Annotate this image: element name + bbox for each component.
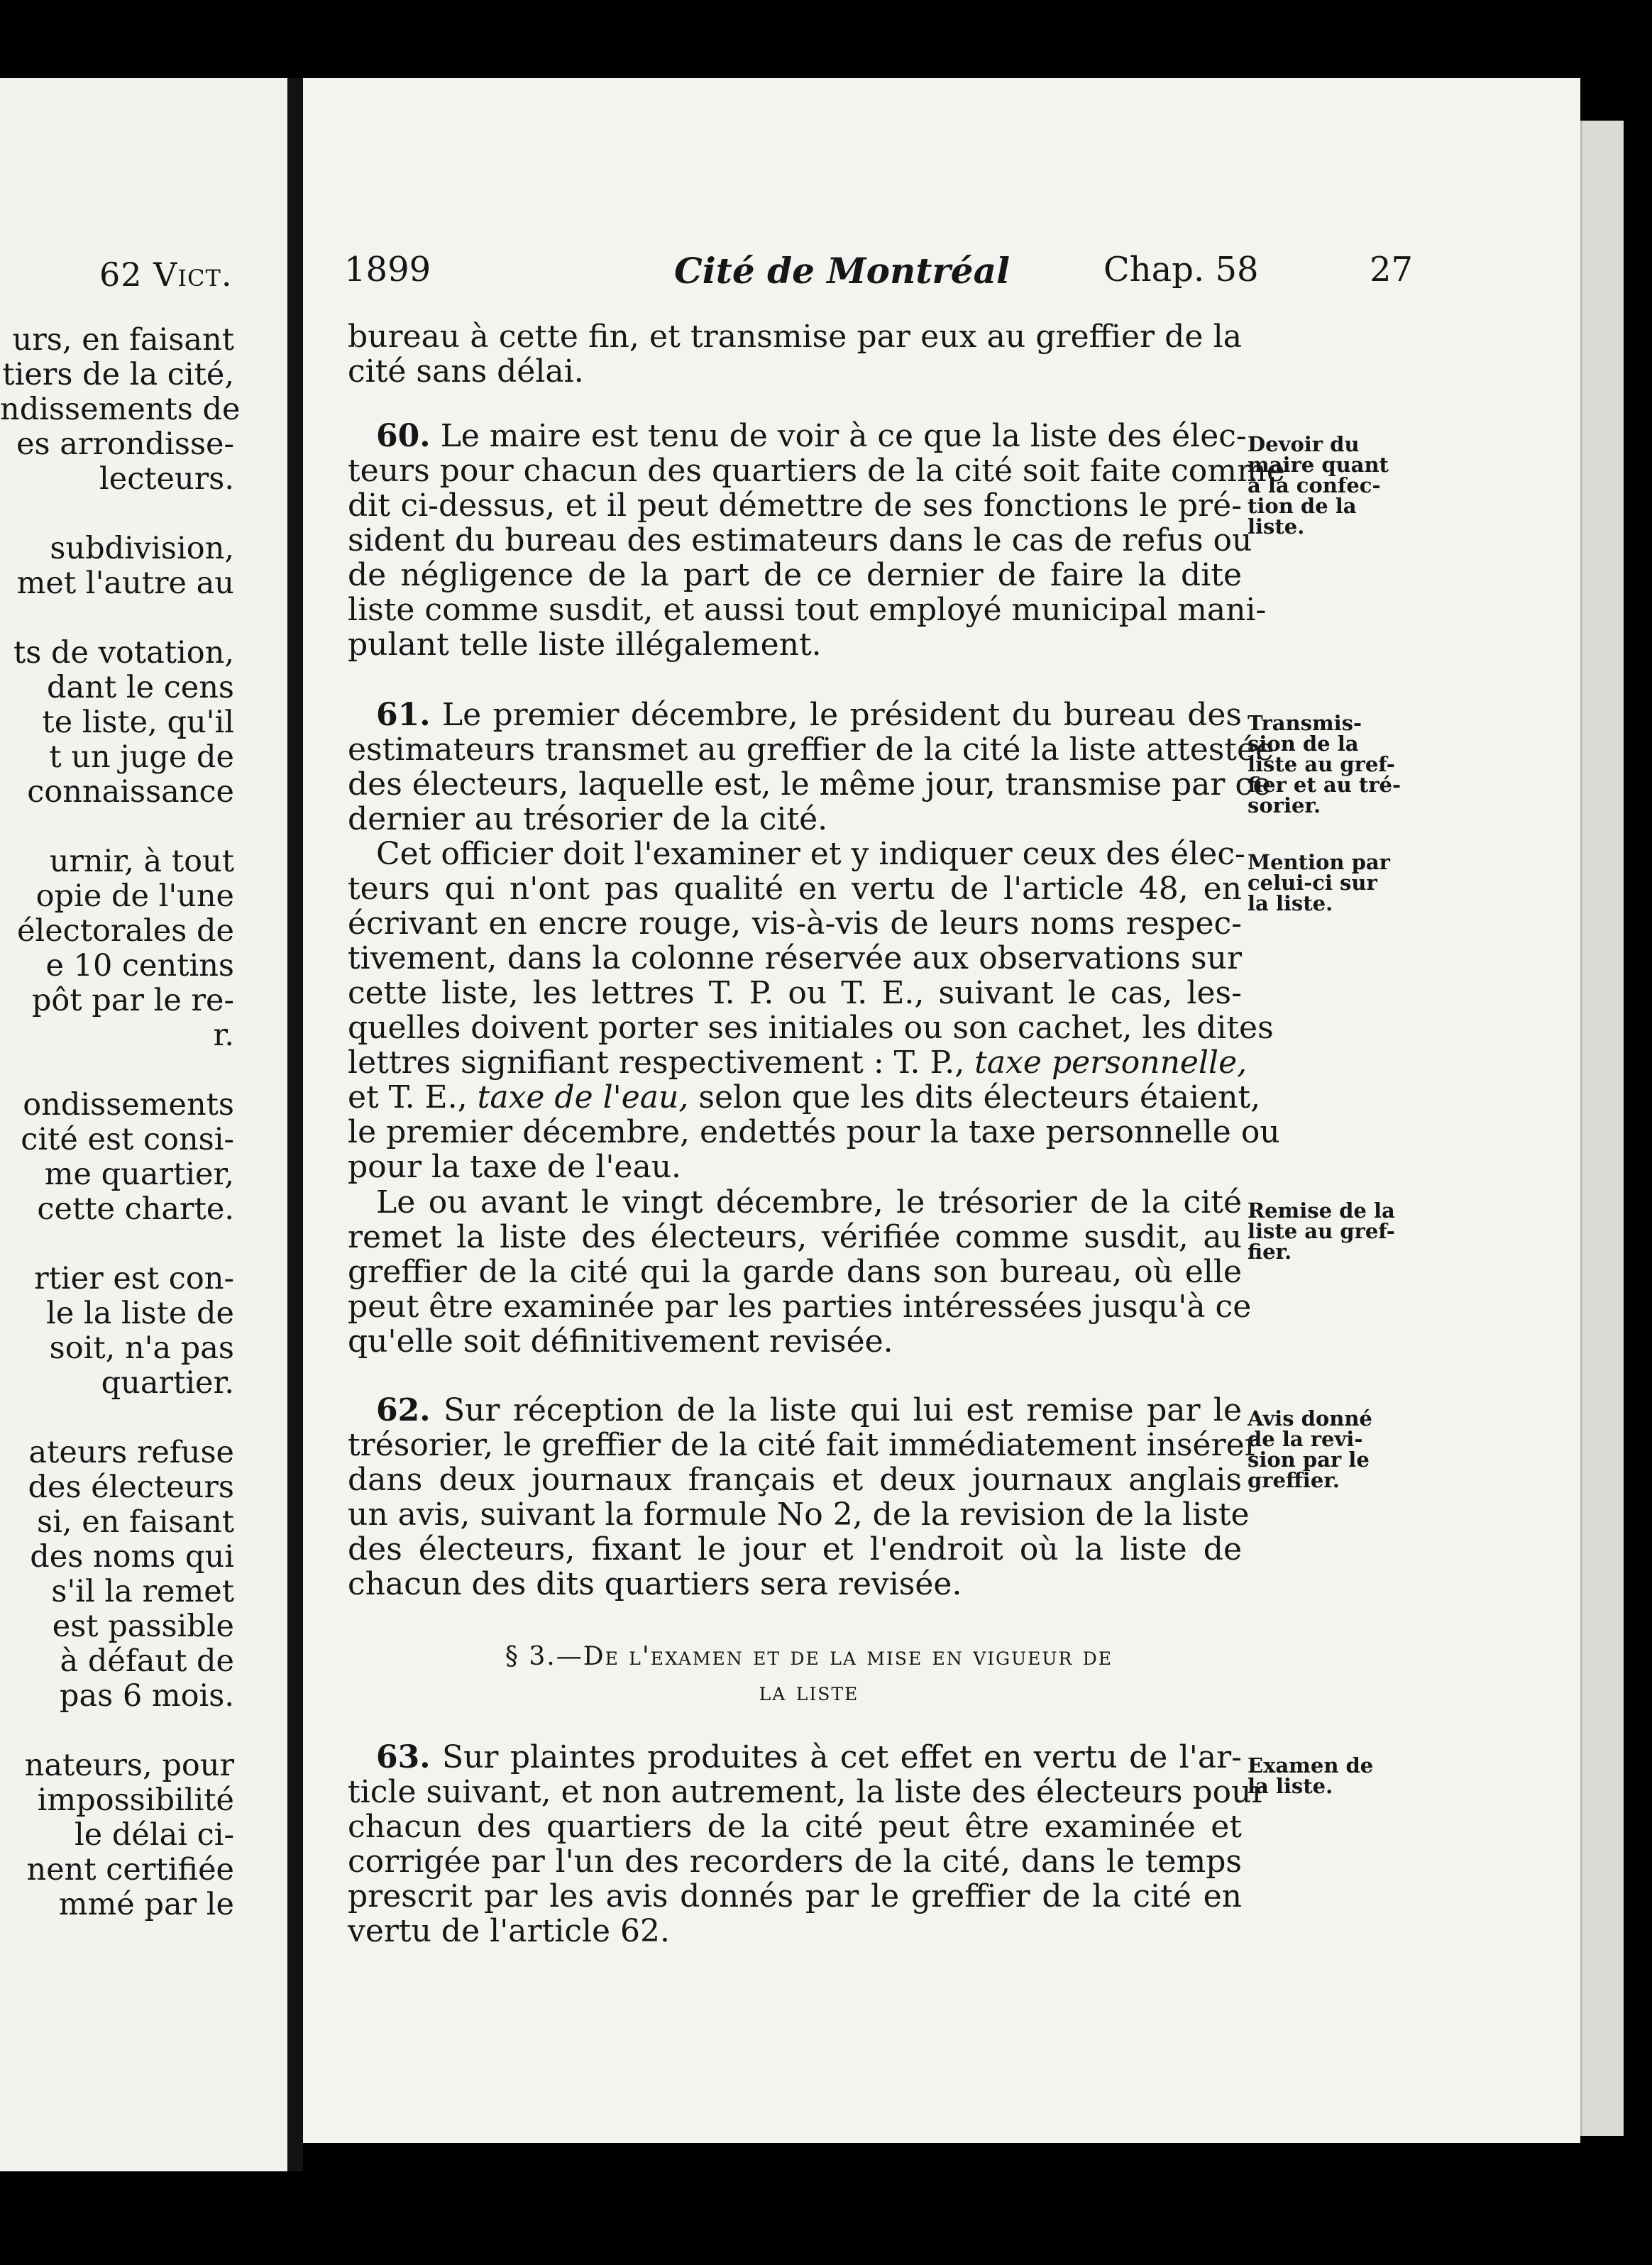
left-fragment-line: lecteurs. <box>99 461 234 497</box>
header-year: 1899 <box>344 250 431 290</box>
left-fragment-line: nent certifiée <box>26 1852 234 1888</box>
text-span: et T. E., <box>348 1079 468 1115</box>
left-page-header: 62 Vict. <box>99 255 233 294</box>
paragraph-mention <box>348 836 1280 1185</box>
text-line: teurs qui n'ont pas qualité en vertu de l'article 48, en <box>348 871 1242 907</box>
text-span: selon que les dits électeurs étaient, <box>698 1079 1261 1115</box>
left-fragment-line: s'il la remet <box>51 1574 234 1609</box>
margin-note-61 <box>1248 713 1401 816</box>
left-fragment-line: connaissance <box>27 774 234 810</box>
left-fragment-line: es arrondisse- <box>16 426 234 462</box>
margin-line: fier. <box>1248 1240 1292 1264</box>
left-fragment-line: tiers de la cité, <box>2 357 234 392</box>
header-chapter: Chap. 58 <box>1103 250 1259 290</box>
left-fragment-line: soit, n'a pas <box>49 1330 234 1366</box>
paragraph-remise <box>348 1184 1252 1360</box>
italic-term: taxe de l'eau, <box>477 1079 689 1115</box>
left-fragment-line: des noms qui <box>30 1539 234 1575</box>
left-fragment-line: est passible <box>52 1609 234 1644</box>
text-line: cité sans délai. <box>348 353 584 390</box>
margin-line: Devoir du <box>1248 432 1360 456</box>
text-line: remet la liste des électeurs, vérifiée comme susdit, au <box>348 1219 1242 1255</box>
text-span: T. P., <box>893 1045 965 1081</box>
margin-line: maire quant <box>1248 453 1389 477</box>
margin-note-63 <box>1248 1753 1374 1798</box>
margin-line: de la revi- <box>1248 1427 1363 1451</box>
margin-line: liste au gref- <box>1248 752 1395 776</box>
article-61 <box>348 697 1274 837</box>
text-span: lettres signifiant respectivement : <box>348 1045 884 1081</box>
text-line: dit ci-dessus, et il peut démettre de ses fonctions le pré- <box>348 487 1242 524</box>
text-line: chacun des dits quartiers sera revisée. <box>348 1566 962 1602</box>
text-line: prescrit par les avis donnés par le greffier de la cité en <box>348 1878 1242 1914</box>
book-gutter <box>287 78 303 2171</box>
left-fragment-line: te liste, qu'il <box>42 705 234 740</box>
text-line: le premier décembre, endettés pour la taxe personnelle ou <box>348 1114 1280 1150</box>
margin-note-mention <box>1248 852 1390 914</box>
left-fragment-line: urnir, à tout <box>49 844 234 879</box>
text-line: estimateurs transmet au greffier de la cité la liste attestée <box>348 732 1274 768</box>
left-fragment-line: ndissements de <box>0 392 241 427</box>
text-line: teurs pour chacun des quartiers de la cité soit faite comme <box>348 453 1285 489</box>
text-line: écrivant en encre rouge, vis-à-vis de leurs noms respec- <box>348 905 1242 942</box>
margin-line: celui-ci sur <box>1248 871 1377 895</box>
margin-line: sion par le <box>1248 1448 1370 1472</box>
margin-line: tion de la <box>1248 494 1357 518</box>
text-span: Cet officier doit l'examiner et y indiquer ceux des élec- <box>376 836 1245 872</box>
margin-line: liste. <box>1248 514 1305 539</box>
margin-line: sion de la <box>1248 732 1359 756</box>
text-span: Sur plaintes produites à cet effet en vertu de l'ar- <box>441 1739 1242 1775</box>
left-fragment-line: des électeurs <box>28 1470 234 1505</box>
left-fragment-line: à défaut de <box>60 1643 234 1679</box>
text-line: de négligence de la part de ce dernier de faire la dite <box>348 557 1242 593</box>
margin-line: à la confec- <box>1248 473 1381 497</box>
text-line: pour la taxe de l'eau. <box>348 1149 682 1185</box>
margin-note-60 <box>1248 434 1389 537</box>
text-line: des électeurs, laquelle est, le même jour, transmise par ce <box>348 766 1272 803</box>
text-line <box>348 1185 1242 1220</box>
text-line: des électeurs, fixant le jour et l'endroit où la liste de <box>348 1531 1242 1567</box>
left-fragment-line: r. <box>213 1018 234 1053</box>
left-fragment-line: ondissements <box>23 1087 234 1123</box>
text-line: corrigée par l'un des recorders de la cité, dans le temps <box>348 1844 1242 1880</box>
article-62 <box>348 1392 1260 1602</box>
text-line <box>348 1393 1242 1428</box>
text-line: quelles doivent porter ses initiales ou son cachet, les dites <box>348 1010 1274 1046</box>
opening-paragraph <box>348 319 1242 389</box>
text-span: Le ou avant le vingt décembre, le trésorier de la cité <box>376 1184 1242 1220</box>
left-fragment-line: rtier est con- <box>34 1261 234 1296</box>
text-line <box>348 418 1247 454</box>
section-heading <box>390 1639 1228 1710</box>
margin-line: greffier. <box>1248 1468 1340 1492</box>
left-fragment-line: le délai ci- <box>74 1817 234 1853</box>
left-fragment-line: quartier. <box>101 1365 234 1401</box>
left-fragment-line: met l'autre au <box>16 566 234 601</box>
left-fragment-line: dant le cens <box>47 670 234 705</box>
left-fragment-line: électorales de <box>17 913 234 949</box>
text-line: tivement, dans la colonne réservée aux observations sur <box>348 940 1242 976</box>
margin-line: Avis donné <box>1248 1406 1372 1431</box>
page-edge <box>1580 121 1624 2136</box>
left-fragment-line: si, en faisant <box>37 1504 234 1540</box>
left-fragment-line: t un juge de <box>49 739 234 775</box>
left-fragment-line: cité est consi- <box>21 1122 234 1157</box>
margin-line: Remise de la <box>1248 1198 1395 1223</box>
margin-line: Transmis- <box>1248 711 1362 735</box>
text-line: chacun des quartiers de la cité peut être examinée et <box>348 1809 1242 1845</box>
text-line: dernier au trésorier de la cité. <box>348 801 828 837</box>
left-fragment-line: mmé par le <box>58 1887 234 1922</box>
left-fragment-line: opie de l'une <box>35 878 234 914</box>
left-fragment-line: e 10 centins <box>45 948 234 983</box>
article-number: 62. <box>376 1392 431 1428</box>
text-line: peut être examinée par les parties intéressées jusqu'à ce <box>348 1289 1252 1325</box>
margin-line: Mention par <box>1248 850 1390 874</box>
article-60 <box>348 418 1285 663</box>
text-line: un avis, suivant la formule No 2, de la revision de la liste <box>348 1497 1250 1533</box>
header-title: Cité de Montréal <box>674 250 1010 292</box>
article-63 <box>348 1739 1267 1949</box>
margin-line: la liste. <box>1248 1774 1333 1798</box>
left-fragment-line: ts de votation, <box>13 635 234 671</box>
text-span: Sur réception de la liste qui lui est remise par le <box>443 1392 1242 1428</box>
left-fragment-line: impossibilité <box>37 1782 234 1818</box>
text-line <box>348 1079 1261 1115</box>
text-line <box>348 836 1245 872</box>
margin-note-62 <box>1248 1406 1372 1492</box>
article-number: 63. <box>376 1739 431 1775</box>
text-line <box>348 698 1242 732</box>
text-line: trésorier, le greffier de la cité fait immédiatement insérer <box>348 1427 1260 1463</box>
left-fragment-line: le la liste de <box>46 1296 234 1331</box>
left-fragment-line: pôt par le re- <box>31 983 234 1018</box>
left-fragment-line: me quartier, <box>44 1157 234 1192</box>
left-fragment-line: ateurs refuse <box>28 1435 234 1470</box>
text-line: cette liste, les lettres T. P. ou T. E., suivant le cas, les- <box>348 975 1242 1011</box>
left-fragment-line: cette charte. <box>37 1191 234 1227</box>
margin-line: Examen de <box>1248 1753 1374 1778</box>
text-line: liste comme susdit, et aussi tout employé municipal mani- <box>348 592 1267 628</box>
text-line: ticle suivant, et non autrement, la liste des électeurs pour <box>348 1774 1267 1810</box>
left-fragment-line: nateurs, pour <box>24 1748 234 1783</box>
text-line: pulant telle liste illégalement. <box>348 627 822 663</box>
text-span: Le maire est tenu de voir à ce que la liste des élec- <box>440 418 1247 454</box>
italic-term: taxe personnelle, <box>974 1045 1248 1081</box>
article-number: 60. <box>376 418 431 454</box>
left-fragment-line: subdivision, <box>50 531 234 566</box>
heading-line: § 3.—De l'examen et de la mise en vigueur de <box>505 1642 1113 1671</box>
text-line: sident du bureau des estimateurs dans le cas de refus ou <box>348 522 1252 558</box>
margin-note-remise <box>1248 1198 1395 1264</box>
text-line: vertu de l'article 62. <box>348 1913 671 1949</box>
text-line: greffier de la cité qui la garde dans son bureau, où elle <box>348 1254 1242 1290</box>
text-line: dans deux journaux français et deux journaux anglais <box>348 1462 1242 1498</box>
margin-line: sorier. <box>1248 793 1321 817</box>
margin-line: fier et au tré- <box>1248 773 1401 797</box>
text-line: qu'elle soit définitivement revisée. <box>348 1323 893 1360</box>
left-fragment-line: pas 6 mois. <box>59 1678 234 1714</box>
margin-line: la liste. <box>1248 891 1333 915</box>
text-line <box>348 1740 1242 1775</box>
text-span: Le premier décembre, le président du bureau des <box>441 697 1242 733</box>
article-number: 61. <box>376 697 431 733</box>
margin-line: liste au gref- <box>1248 1219 1395 1243</box>
left-fragment-line: urs, en faisant <box>12 322 234 358</box>
text-line <box>348 1045 1248 1081</box>
page-number: 27 <box>1370 250 1414 290</box>
heading-line: la liste <box>759 1677 859 1707</box>
text-line: bureau à cette fin, et transmise par eux au greffier de la <box>348 319 1242 355</box>
